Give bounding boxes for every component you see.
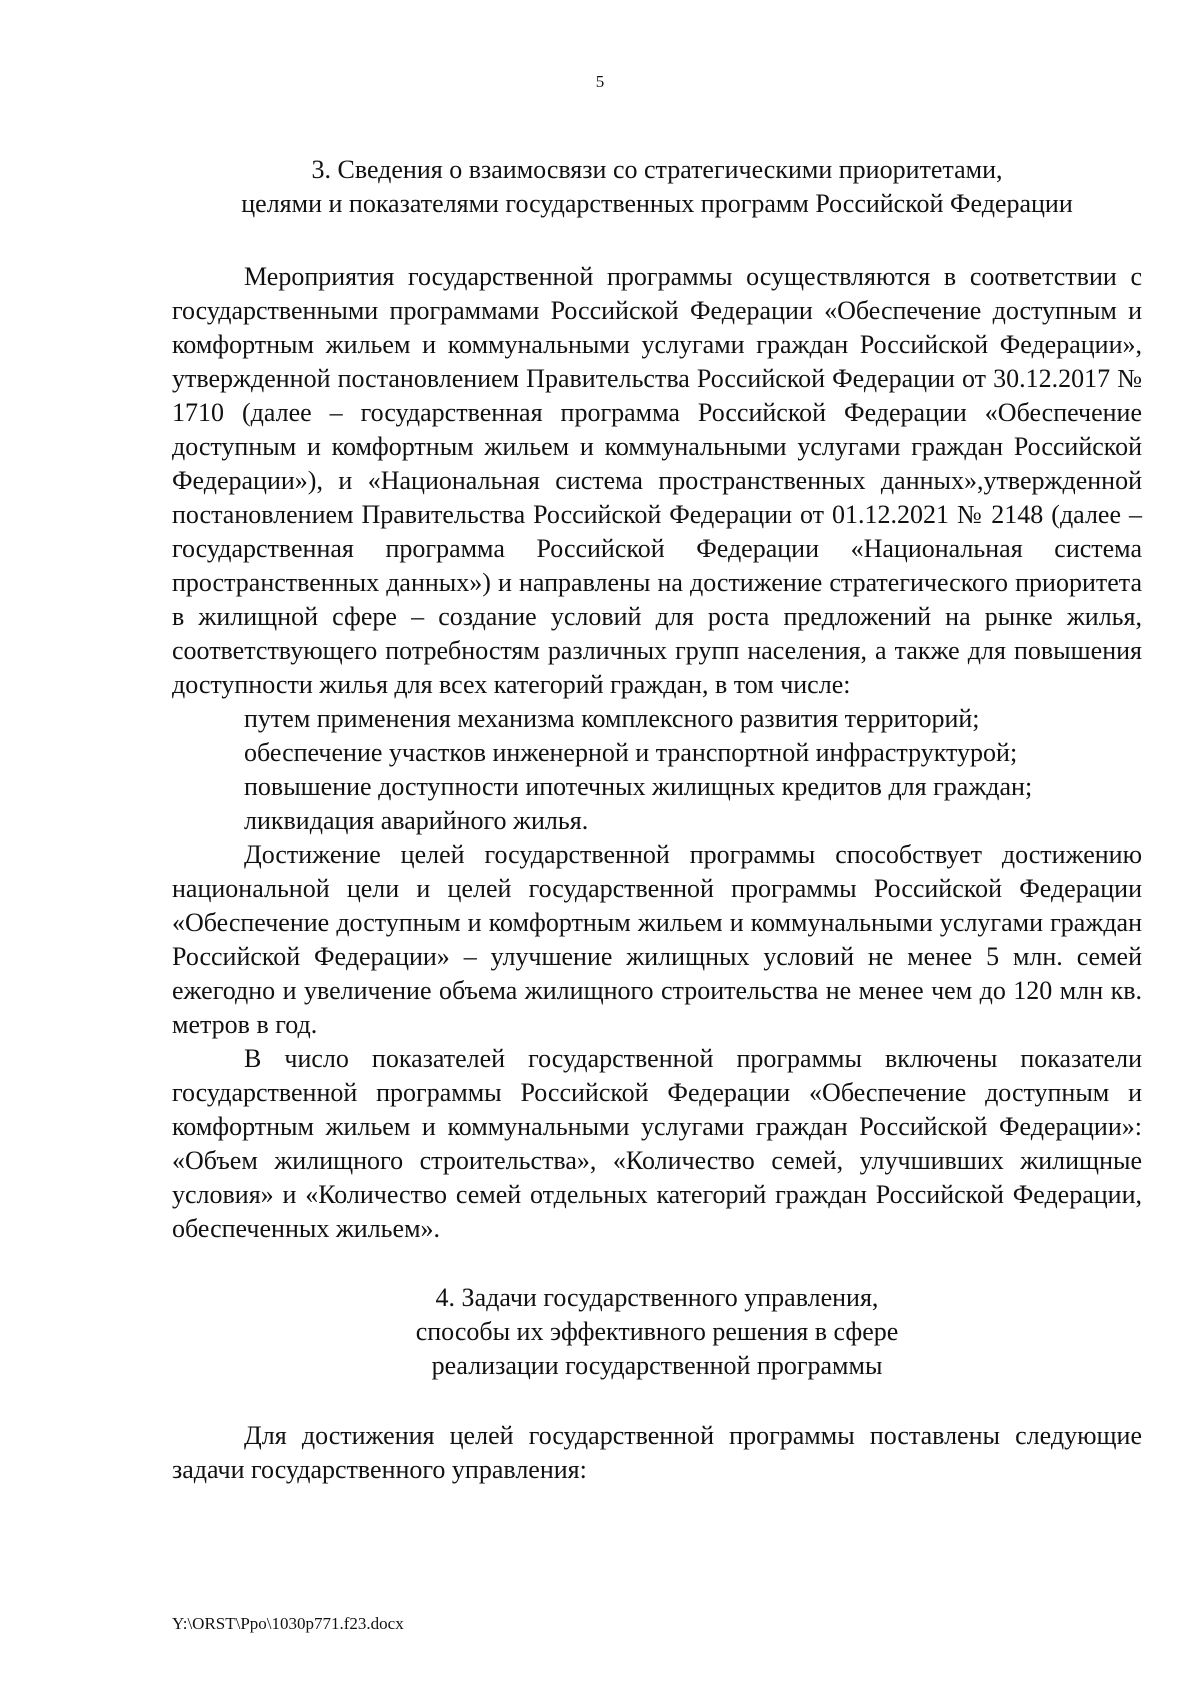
list-item-1: путем применения механизма комплексного развития территорий;: [244, 704, 980, 733]
page-content: [172, 153, 1142, 1487]
section-4-heading-line-3: реализации государственной программы: [431, 1351, 883, 1380]
section-3-heading-line-2: целями и показателями государственных программ Российской Федерации: [241, 189, 1073, 218]
section-4-heading-line-2: способы их эффективного решения в сфере: [415, 1317, 899, 1346]
section-4-heading: [172, 1281, 1142, 1383]
list-item-3: повышение доступности ипотечных жилищных кредитов для граждан;: [244, 772, 1033, 801]
list-item-2: обеспечение участков инженерной и транспортной инфраструктурой;: [244, 738, 1018, 767]
section-4-paragraph-1: Для достижения целей государственной программы поставлены следующие задачи государственного управления:: [172, 1421, 1142, 1484]
section-3-paragraph-1: Мероприятия государственной программы осуществляются в соответствии с государственными программами Российской Федерации «Обеспечение доступным и комфортным жильем и коммунальными услугами граждан Российской Федерации», утвержденной постановлением Правительства Российской Федерации от 30.12.2017 № 1710 (далее – государственная программа Российской Федерации «Обеспечение доступным и комфортным жильем и коммунальными услугами граждан Российской Федерации»), и «Национальная система пространственных данных»,утвержденной постановлением Правительства Российской Федерации от 01.12.2021 № 2148 (далее – государственная программа Российской Федерации «Национальная система пространственных данных») и направлены на достижение стратегического приоритета в жилищной сфере – создание условий для роста предложений на рынке жилья, соответствующего потребностям различных групп населения, а также для повышения доступности жилья для всех категорий граждан, в том числе:: [172, 262, 1142, 699]
section-3-heading: [172, 153, 1142, 221]
section-4-heading-line-1: 4. Задачи государственного управления,: [435, 1283, 879, 1312]
page-number: 5: [595, 72, 605, 91]
section-3-heading-line-1: 3. Сведения о взаимосвязи со стратегическими приоритетами,: [311, 155, 1003, 184]
footer-file-path: Y:\ORST\Ppo\1030p771.f23.docx: [172, 1614, 404, 1633]
section-3-paragraph-3: В число показателей государственной программы включены показатели государственной программы Российской Федерации «Обеспечение доступным и комфортным жильем и коммунальными услугами граждан Российской Федерации»: «Объем жилищного строительства», «Количество семей, улучшивших жилищные условия» и «Количество семей отдельных категорий граждан Российской Федерации, обеспеченных жильем».: [172, 1044, 1142, 1243]
section-3-paragraph-2: Достижение целей государственной программы способствует достижению национальной цели и целей государственной программы Российской Федерации «Обеспечение доступным и комфортным жильем и коммунальными услугами граждан Российской Федерации» – улучшение жилищных условий не менее 5 млн. семей ежегодно и увеличение объема жилищного строительства не менее чем до 120 млн кв. метров в год.: [172, 840, 1142, 1039]
list-item-4: ликвидация аварийного жилья.: [244, 806, 589, 835]
